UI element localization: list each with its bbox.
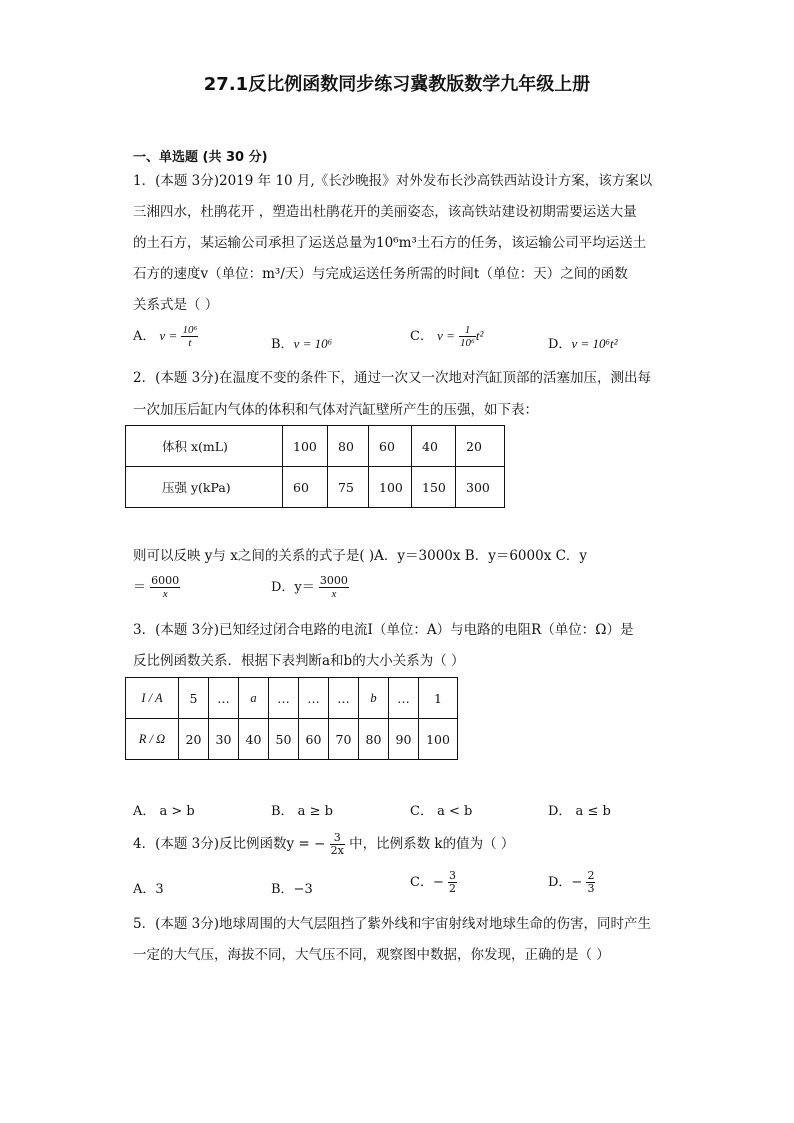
q2-option-c: ＝ $\frac{6000}{x}$: [133, 574, 180, 600]
table-row: [126, 467, 505, 508]
table-header-cell: 体积 x(mL): [126, 426, 283, 467]
table-cell: …: [299, 678, 329, 719]
table-cell: 20: [456, 426, 505, 467]
table-cell: 300: [456, 467, 505, 508]
table-cell: 80: [359, 719, 389, 760]
table-cell: 30: [209, 719, 239, 760]
q4-stem: 4．(本题 3分)反比例函数y = − $\frac{3}{2x}$ 中，比例系数 k的值为（ ）: [133, 831, 515, 857]
q3-option-a: A． a > b: [133, 804, 195, 819]
table-cell: 90: [389, 719, 419, 760]
table-cell: …: [269, 678, 299, 719]
q1-option-a: A． v = $\frac{\text{10⁶}}{t}$: [133, 324, 198, 349]
q1-line-2: 三湘四水，杜鹃花开 ，塑造出杜鹃花开的美丽姿态，该高铁站建设初期需要运送大量: [133, 204, 637, 220]
q3-option-c: C． a < b: [410, 804, 473, 819]
table-cell: 150: [412, 467, 456, 508]
q4-option-c: C．− $\frac{3}{2}$: [410, 869, 456, 895]
q1-line-1: 1．(本题 3分)2019 年 10 月,《长沙晚报》对外发布长沙高铁西站设计方案，该方案以: [133, 173, 653, 189]
table-cell: 60: [299, 719, 329, 760]
table-cell: …: [209, 678, 239, 719]
table-cell: 75: [328, 467, 369, 508]
table-cell: a: [239, 678, 269, 719]
table-cell: b: [359, 678, 389, 719]
q1-option-d: D．v = 10⁶t²: [548, 336, 618, 352]
table-header-cell: I / A: [126, 678, 179, 719]
section-heading: 一、单选题 (共 30 分): [133, 150, 268, 165]
q3-line-1: 3．(本题 3分)已知经过闭合电路的电流I（单位：A）与电路的电阻R（单位：Ω）是: [133, 622, 634, 638]
table-row: [126, 719, 458, 760]
table-header-cell: 压强 y(kPa): [126, 467, 283, 508]
table-cell: 1: [419, 678, 458, 719]
q3-option-b: B． a ≥ b: [271, 804, 333, 819]
q1-option-b: B．v = 10⁶: [271, 336, 333, 352]
table-cell: 80: [328, 426, 369, 467]
table-cell: 50: [269, 719, 299, 760]
q5-line-2: 一定的大气压，海拔不同，大气压不同，观察图中数据，你发现，正确的是（ ）: [133, 947, 610, 963]
table-cell: 5: [179, 678, 209, 719]
table-cell: 100: [369, 467, 412, 508]
table-cell: 20: [179, 719, 209, 760]
table-row: [126, 678, 458, 719]
table-cell: 40: [412, 426, 456, 467]
q5-line-1: 5．(本题 3分)地球周围的大气层阻挡了紫外线和宇宙射线对地球生命的伤害，同时产生: [133, 916, 652, 932]
q1-line-3: 的土石方，某运输公司承担了运送总量为10⁶m³土石方的任务，该运输公司平均运送土: [133, 235, 647, 251]
q3-option-d: D． a ≤ b: [548, 804, 611, 819]
q2-table: [125, 425, 505, 508]
q1-line-4: 石方的速度v（单位：m³/天）与完成运送任务所需的时间t（单位：天）之间的函数: [133, 266, 628, 282]
q2-line-2: 一次加压后缸内气体的体积和气体对汽缸壁所产生的压强，如下表：: [133, 402, 538, 418]
q4-option-a: A．3: [133, 882, 164, 897]
table-cell: 40: [239, 719, 269, 760]
q1-option-c: C． v = $\frac{1}{\text{10⁶}}$ t²: [410, 324, 484, 349]
q4-option-b: B．−3: [271, 882, 313, 897]
table-row: [126, 426, 505, 467]
q3-line-2: 反比例函数关系．根据下表判断a和b的大小关系为（ ）: [133, 653, 465, 669]
table-header-cell: R / Ω: [126, 719, 179, 760]
q2-line-1: 2．(本题 3分)在温度不变的条件下，通过一次又一次地对汽缸顶部的活塞加压，测出每: [133, 370, 652, 386]
q4-option-d: D．− $\frac{2}{3}$: [548, 869, 595, 895]
q2-answer-line: 则可以反映 y与 x之间的关系的式子是( )A．y＝3000x B．y＝6000x C．y: [133, 548, 588, 564]
table-cell: 60: [369, 426, 412, 467]
q1-line-5: 关系式是（ ）: [133, 297, 219, 313]
table-cell: …: [329, 678, 359, 719]
document-title: 27.1反比例函数同步练习冀教版数学九年级上册: [203, 74, 591, 95]
table-cell: 100: [419, 719, 458, 760]
q3-table: [125, 677, 458, 760]
q2-option-d: D．y＝ $\frac{3000}{x}$: [271, 574, 348, 600]
table-cell: 60: [283, 467, 328, 508]
table-cell: 70: [329, 719, 359, 760]
table-cell: …: [389, 678, 419, 719]
table-cell: 100: [283, 426, 328, 467]
